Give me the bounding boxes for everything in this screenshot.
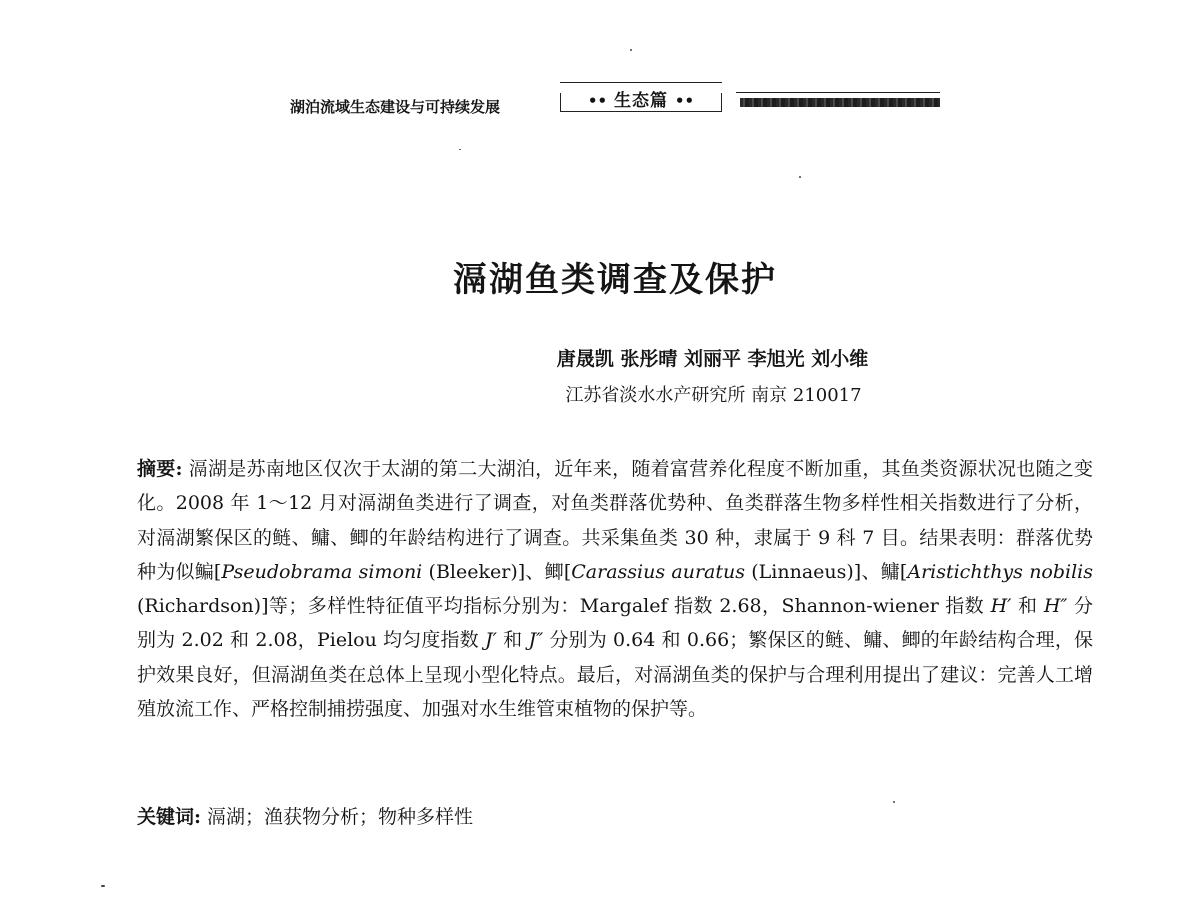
author-list bbox=[0, 344, 1200, 371]
index-symbol: H′ bbox=[990, 595, 1012, 618]
index-symbol: H″ bbox=[1043, 595, 1068, 618]
scan-speck bbox=[893, 801, 895, 803]
scan-speck bbox=[101, 885, 105, 887]
abstract-text: (Richardson)]等；多样性特征值平均指标分别为：Margalef 指数 2.68，Shannon-wiener 指数 bbox=[137, 595, 991, 618]
scan-speck bbox=[630, 49, 632, 51]
index-symbol: J′ bbox=[484, 629, 497, 652]
species-name: Carassius auratus bbox=[571, 560, 745, 583]
keywords-text: 滆湖；渔获物分析；物种多样性 bbox=[201, 806, 474, 828]
running-header bbox=[288, 80, 940, 120]
author-name: 刘丽平 bbox=[683, 348, 741, 370]
author-name: 李旭光 bbox=[747, 348, 805, 370]
article-title: 滆湖鱼类调查及保护 bbox=[453, 260, 777, 300]
scan-speck bbox=[459, 149, 461, 150]
abstract-text: (Bleeker)]、鲫[ bbox=[422, 560, 572, 583]
abstract-label: 摘要: bbox=[137, 458, 183, 480]
species-name: Aristichthys nobilis bbox=[907, 560, 1094, 583]
scan-speck bbox=[799, 176, 801, 178]
keywords-label: 关键词: bbox=[137, 806, 202, 828]
abstract-text: 滆湖是苏南地区仅次于太湖的第二大湖泊，近年来，随着富营养化程度不断加重，其鱼类资源状况也随之变化。2008 年 1～12 月对滆湖鱼类进行了调查，对鱼类群落优势种、鱼类群落生物多样性相关指数进行了分析，对滆湖繁保区的鲢、鳙、鲫的年龄结构进行了调查。共采集鱼类 30 种，隶属于 9 科 7 目。结果表明：群落优势种为似鳊[ bbox=[137, 458, 1094, 583]
author-name: 刘小维 bbox=[811, 348, 869, 370]
abstract-text: (Linnaeus)]、鳙[ bbox=[744, 560, 908, 583]
species-name: Pseudobrama simoni bbox=[221, 560, 423, 583]
abstract-paragraph bbox=[137, 452, 1093, 726]
section-dots-right: •• bbox=[674, 92, 695, 110]
abstract-text: 分别为 2.02 和 2.08，Pielou 均匀度指数 bbox=[137, 595, 1093, 652]
journal-name: 湖泊流域生态建设与可持续发展 bbox=[290, 98, 501, 116]
section-dots-left: •• bbox=[587, 92, 608, 110]
abstract-text: 和 bbox=[1011, 595, 1044, 618]
header-decorative-bar bbox=[736, 92, 940, 108]
section-label bbox=[560, 86, 722, 111]
section-name: 生态篇 bbox=[614, 91, 668, 111]
author-name: 张彤晴 bbox=[620, 348, 678, 370]
abstract-text: 和 bbox=[496, 629, 529, 652]
abstract-text: 分别为 0.64 和 0.66；繁保区的鲢、鳙、鲫的年龄结构合理，保护效果良好，但滆湖鱼类在总体上呈现小型化特点。最后，对滆湖鱼类的保护与合理利用提出了建议：完善人工增殖放流工作、严格控制捕捞强度、加强对水生维管束植物的保护等。 bbox=[137, 629, 1093, 721]
author-affiliation: 江苏省淡水水产研究所 南京 210017 bbox=[565, 385, 862, 406]
author-name: 唐晟凯 bbox=[556, 348, 614, 370]
section-box bbox=[560, 82, 722, 112]
header-bar-pattern bbox=[740, 98, 940, 107]
index-symbol: J″ bbox=[528, 629, 544, 652]
keywords-line bbox=[137, 800, 1093, 834]
